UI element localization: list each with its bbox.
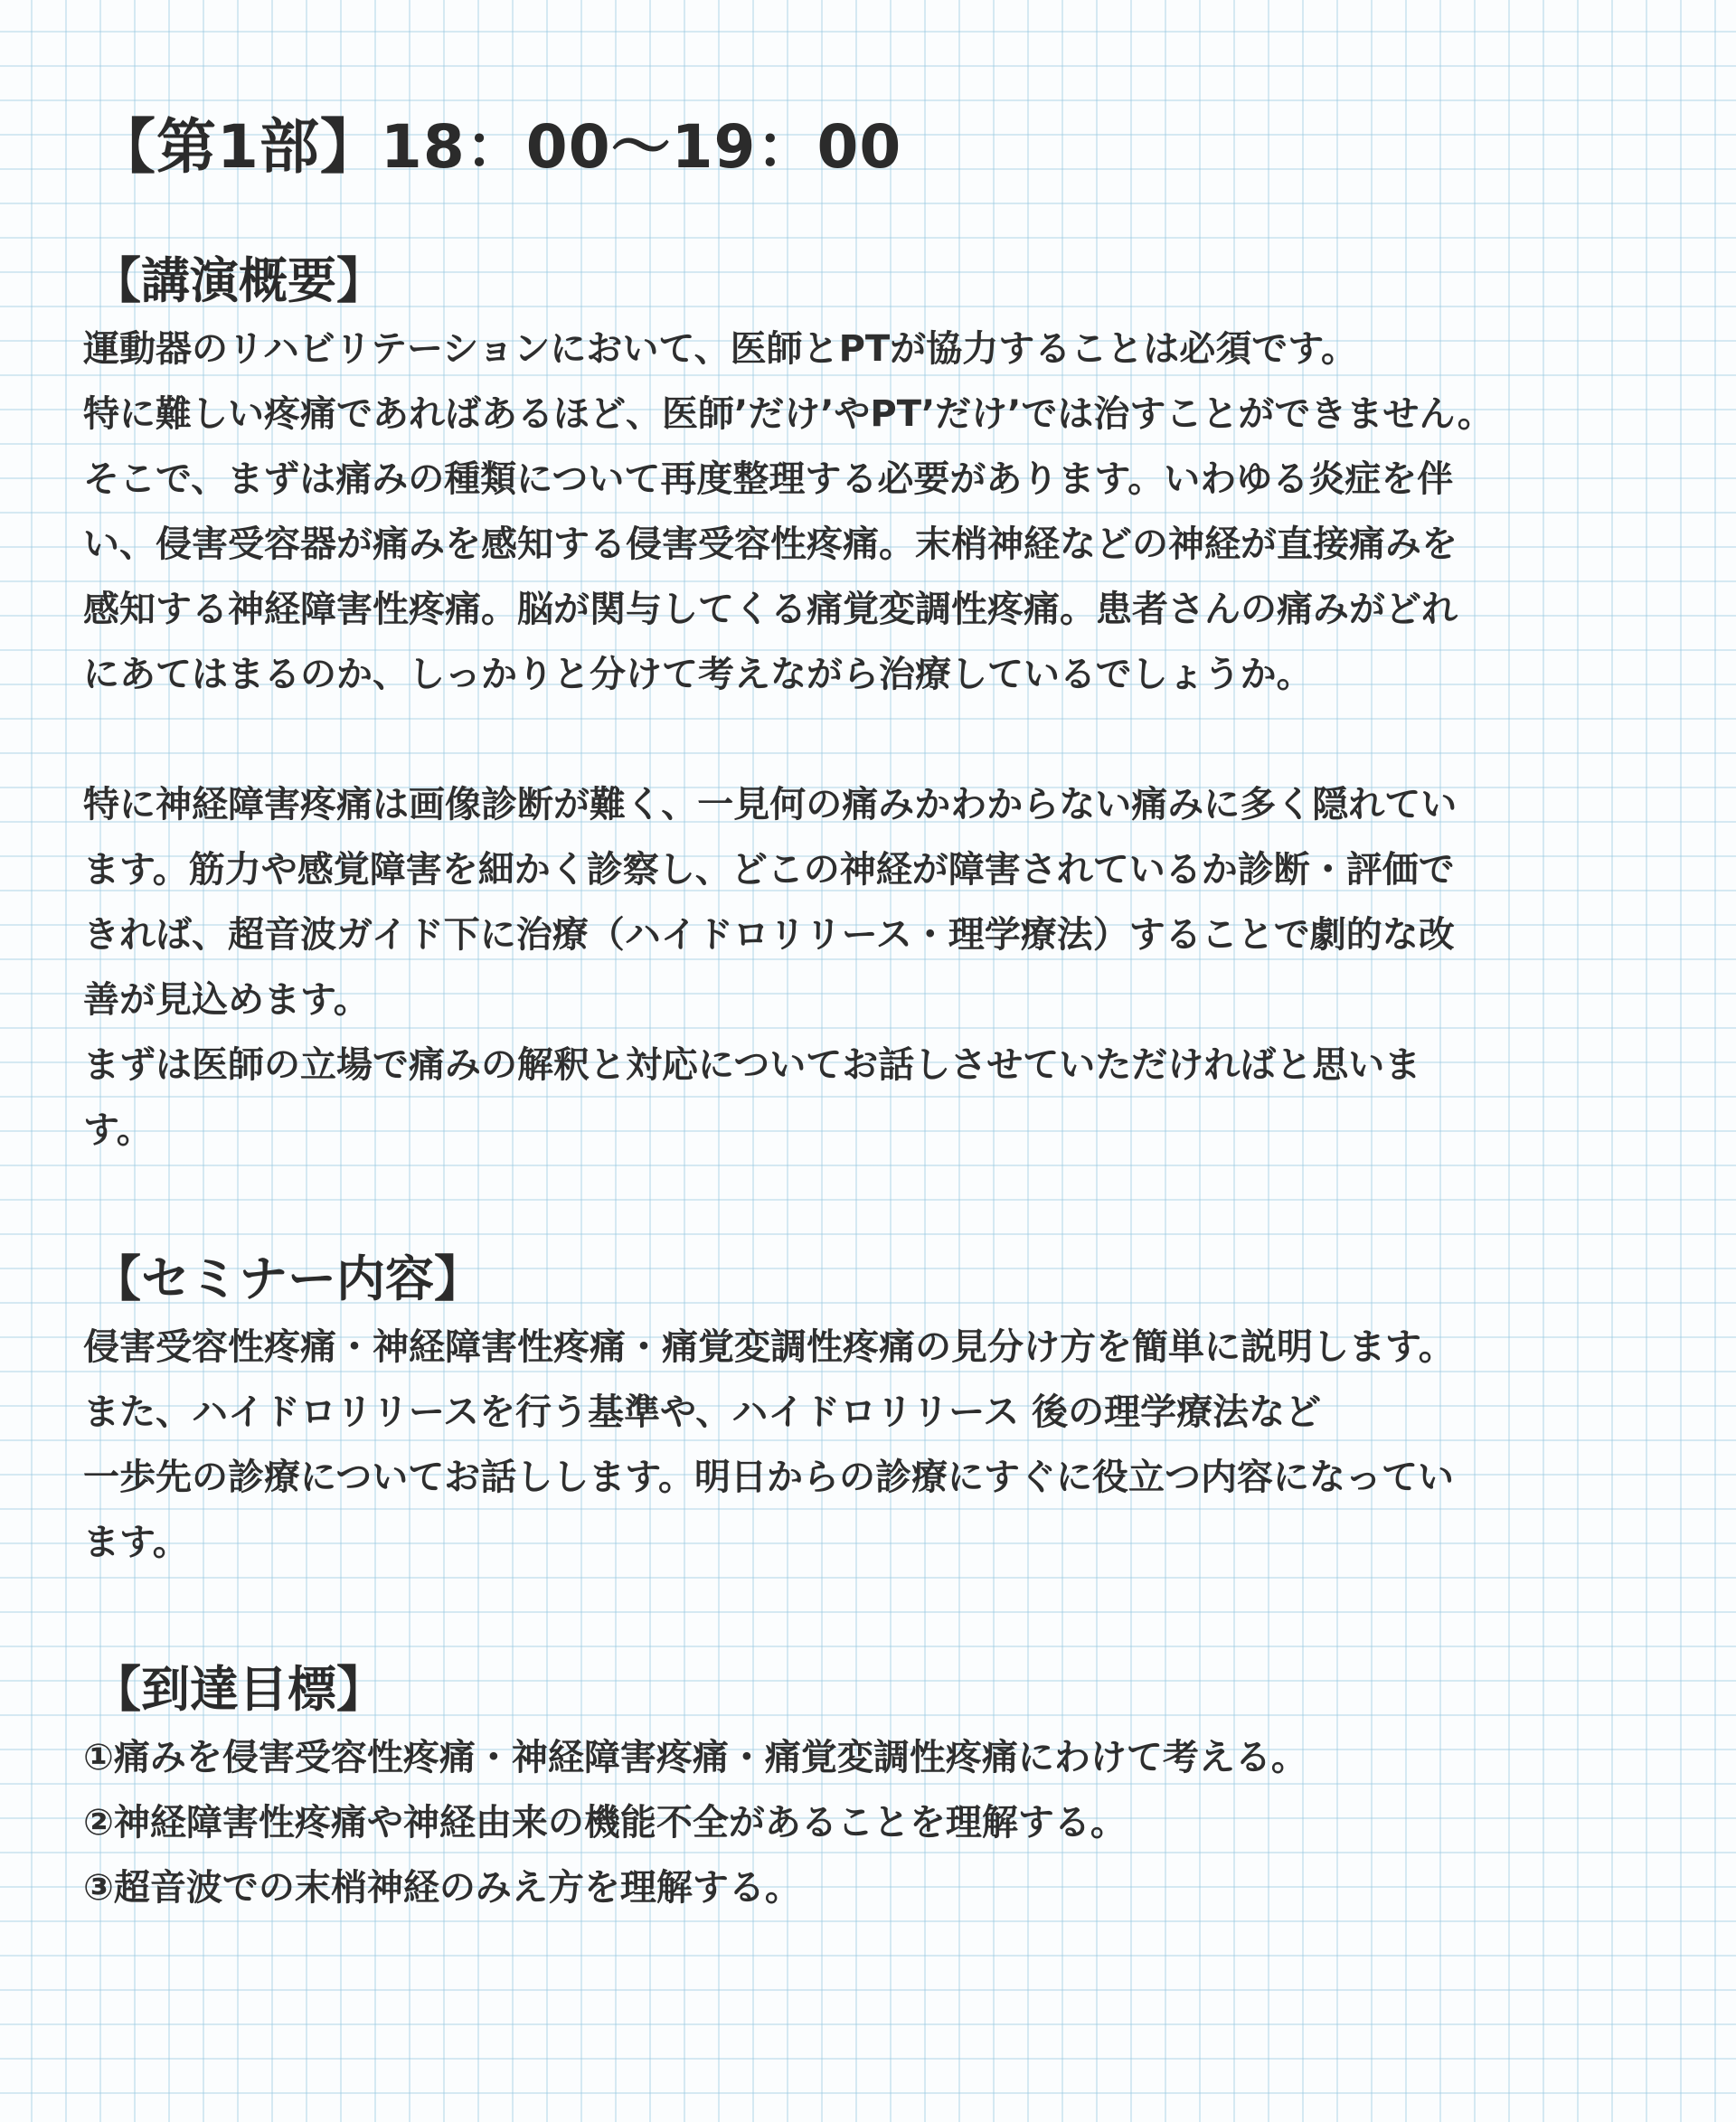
- overview-p2-line-4: 善が見込めます。: [83, 979, 370, 1021]
- overview-p2-line-2: ます。筋力や感覚障害を細かく診察し、どこの神経が障害されているか診断・評価で: [83, 849, 1455, 891]
- content-line-2: また、ハイドロリリースを行う基準や、ハイドロリリース 後の理学療法など: [83, 1391, 1322, 1433]
- overview-p1-line-2: 特に難しい疼痛であればあるほど、医師’だけ’やPT’だけ’では治すことができません。: [83, 393, 1494, 435]
- content-line-3: 一歩先の診療についてお話しします。明日からの診療にすぐに役立つ内容になってい: [83, 1457, 1454, 1498]
- overview-p2-line-3: きれば、超音波ガイド下に治療（ハイドロリリース・理学療法）することで劇的な改: [83, 914, 1455, 956]
- overview-p2-line-5: まずは医師の立場で痛みの解釈と対応についてお話しさせていただければと思いま: [83, 1044, 1421, 1086]
- content-line-4: ます。: [83, 1522, 189, 1563]
- overview-section: [83, 246, 1675, 1163]
- overview-heading: 【講演概要】: [92, 252, 385, 309]
- goal-item-2: ②神経障害性疼痛や神経由来の機能不全があることを理解する。: [83, 1802, 1127, 1844]
- overview-p1-line-4: い、侵害受容器が痛みを感知する侵害受容性疼痛。末梢神経などの神経が直接痛みを: [83, 523, 1458, 565]
- overview-p1-line-5: 感知する神経障害性疼痛。脳が関与してくる痛覚変調性疼痛。患者さんの痛みがどれ: [83, 589, 1458, 630]
- overview-p1-line-1: 運動器のリハビリテーションにおいて、医師とPTが協力することは必須です。: [83, 328, 1358, 370]
- overview-p2-line-1: 特に神経障害疼痛は画像診断が難く、一見何の痛みかわからない痛みに多く隠れてい: [83, 784, 1458, 825]
- overview-paragraph-2: [83, 772, 1675, 1163]
- seminar-content-section: [83, 1244, 1675, 1575]
- goal-item-3: ③超音波での末梢神経のみえ方を理解する。: [83, 1867, 801, 1909]
- seminar-content-heading: 【セミナー内容】: [92, 1250, 483, 1307]
- goal-item-1: ①痛みを侵害受容性疼痛・神経障害疼痛・痛覚変調性疼痛にわけて考える。: [83, 1737, 1307, 1778]
- goals-section: [83, 1655, 1675, 1920]
- content-line-1: 侵害受容性疼痛・神経障害性疼痛・痛覚変調性疼痛の見分け方を簡単に説明します。: [83, 1326, 1455, 1368]
- goals-list: [83, 1725, 1675, 1920]
- overview-p2-line-6: す。: [83, 1109, 153, 1151]
- paragraph-spacer: [83, 707, 1675, 772]
- overview-p1-line-3: そこで、まずは痛みの種類について再度整理する必要があります。いわゆる炎症を伴: [83, 458, 1454, 500]
- overview-p1-line-6: にあてはまるのか、しっかりと分けて考えながら治療しているでしょうか。: [83, 654, 1313, 695]
- seminar-content-paragraph: [83, 1315, 1675, 1575]
- page-title: 【第1部】18：00〜19：00: [96, 112, 902, 182]
- goals-heading: 【到達目標】: [92, 1661, 385, 1718]
- overview-paragraph-1: [83, 316, 1675, 707]
